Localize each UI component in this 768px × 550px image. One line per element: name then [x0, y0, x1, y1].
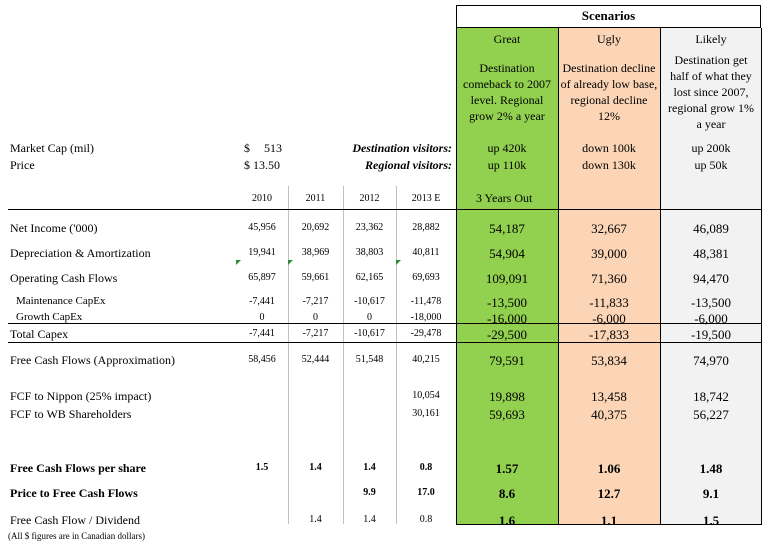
- scenario-cell: 54,904: [489, 246, 525, 261]
- scenario-cell: -19,500: [690, 327, 732, 342]
- likely-destination-visitors: up 200k: [691, 141, 731, 155]
- year-header-2010: 2010: [252, 193, 272, 204]
- scenario-cell: 1.6: [498, 513, 516, 528]
- scenario-cell: 48,381: [693, 246, 729, 261]
- historical-cell: 17.0: [417, 487, 435, 498]
- historical-cell: 10,054: [412, 390, 440, 401]
- historical-cell: 28,882: [412, 222, 440, 233]
- scenario-name-great: Great: [493, 32, 521, 46]
- historical-cell: -7,441: [249, 296, 275, 307]
- destination-visitors-label: Destination visitors:: [352, 141, 452, 155]
- historical-cell: 1.5: [255, 462, 269, 473]
- historical-cell: 1.4: [309, 514, 322, 525]
- cell-marker-icon: [396, 260, 401, 265]
- scenario-cell: 1.06: [597, 461, 621, 476]
- cell-marker-icon: [288, 260, 293, 265]
- scenario-cell: 46,089: [693, 221, 729, 236]
- historical-cell: 38,803: [355, 247, 384, 258]
- scenario-desc-great: Destination comeback to 2007 level. Regional grow 2% a year: [463, 61, 551, 123]
- scenario-cell: 56,227: [693, 407, 729, 422]
- historical-cell: 23,362: [355, 222, 384, 233]
- historical-cell: 20,692: [301, 222, 330, 233]
- scenario-cell: 1.5: [702, 513, 720, 528]
- row-label: FCF to WB Shareholders: [10, 407, 132, 421]
- scenario-cell: 9.1: [702, 486, 720, 501]
- price-value: $ 13.50: [244, 158, 280, 172]
- historical-cell: 1.4: [363, 514, 376, 525]
- historical-cell: 0: [313, 312, 318, 323]
- scenario-cell: 59,693: [489, 407, 525, 422]
- scenario-cell: 19,898: [489, 389, 525, 404]
- scenario-cell: 18,742: [693, 389, 729, 404]
- scenario-cell: 12.7: [597, 486, 621, 501]
- footnote: (All $ figures are in Canadian dollars): [8, 531, 145, 541]
- historical-cell: -10,617: [354, 328, 385, 339]
- great-regional-visitors: up 110k: [487, 158, 527, 172]
- historical-cell: 58,456: [248, 354, 276, 365]
- scenario-cell: -13,500: [690, 295, 732, 310]
- scenario-cell: -13,500: [486, 295, 528, 310]
- scenario-cell: 94,470: [693, 271, 729, 286]
- historical-cell: 51,548: [355, 354, 384, 365]
- scenario-cell: -16,000: [486, 311, 528, 326]
- cell-marker-icon: [236, 260, 241, 265]
- ugly-destination-visitors: down 100k: [582, 141, 636, 155]
- historical-cell: 38,969: [301, 247, 330, 258]
- regional-visitors-label: Regional visitors:: [364, 158, 452, 172]
- scenario-cell: 79,591: [489, 353, 525, 368]
- historical-cell: 45,956: [248, 222, 276, 233]
- scenario-cell: 71,360: [591, 271, 627, 286]
- historical-cell: 1.4: [363, 462, 376, 473]
- market-cap-label: Market Cap (mil): [10, 141, 94, 155]
- likely-regional-visitors: up 50k: [694, 158, 728, 172]
- historical-cell: 40,811: [412, 247, 440, 258]
- scenario-cell: 40,375: [591, 407, 627, 422]
- scenario-cell: 39,000: [591, 246, 627, 261]
- historical-cell: 1.4: [309, 462, 322, 473]
- row-label: Operating Cash Flows: [10, 271, 118, 285]
- market-cap-value: 513: [264, 141, 282, 155]
- scenario-cell: 8.6: [498, 486, 516, 501]
- row-label: Price to Free Cash Flows: [10, 486, 138, 500]
- scenario-desc-likely: Destination get half of what they lost since 2007, regional grow 1% a year: [668, 53, 754, 131]
- scenario-cell: -11,833: [589, 295, 629, 310]
- row-label: Free Cash Flow / Dividend: [10, 513, 140, 527]
- scenario-cell: -6,000: [592, 311, 626, 326]
- row-label: Free Cash Flows (Approximation): [10, 353, 175, 367]
- scenario-cell: 53,834: [591, 353, 627, 368]
- historical-cell: 19,941: [248, 247, 276, 258]
- row-label: Growth CapEx: [16, 311, 83, 323]
- historical-cell: -10,617: [354, 296, 385, 307]
- historical-cell: 0.8: [419, 514, 433, 525]
- historical-cell: 9.9: [363, 487, 376, 498]
- scenario-cell: 1.57: [495, 461, 519, 476]
- scenario-name-ugly: Ugly: [597, 32, 621, 46]
- year-header-2012: 2012: [359, 193, 380, 204]
- scenarios-header: Scenarios: [581, 8, 636, 23]
- row-label: Maintenance CapEx: [16, 295, 106, 307]
- scenario-cell: 13,458: [591, 389, 627, 404]
- historical-cell: 0: [259, 312, 265, 323]
- scenario-cell: 54,187: [489, 221, 525, 236]
- historical-cell: 52,444: [301, 354, 330, 365]
- scenario-cell: 74,970: [693, 353, 729, 368]
- scenario-cell: 109,091: [485, 271, 529, 286]
- historical-cell: -7,217: [302, 296, 329, 307]
- scenario-desc-ugly: Destination decline of already low base, regional decline 12%: [560, 61, 658, 123]
- historical-cell: 30,161: [412, 408, 440, 419]
- year-header-2013e: 2013 E: [411, 193, 441, 204]
- historical-cell: 0.8: [419, 462, 433, 473]
- historical-cell: 62,165: [355, 272, 384, 283]
- scenario-cell: 1.1: [600, 513, 618, 528]
- outlook-label: 3 Years Out: [476, 191, 533, 205]
- historical-cell: 40,215: [412, 354, 440, 365]
- historical-cell: 69,693: [412, 272, 440, 283]
- historical-cell: 65,897: [248, 272, 276, 283]
- scenario-cell: 1.48: [699, 461, 723, 476]
- scenario-cell: -6,000: [694, 311, 728, 326]
- ugly-regional-visitors: down 130k: [582, 158, 636, 172]
- historical-cell: -29,478: [410, 328, 442, 339]
- historical-cell: -18,000: [410, 312, 442, 323]
- scenario-name-likely: Likely: [695, 32, 727, 46]
- row-label: Free Cash Flows per share: [10, 461, 146, 475]
- row-label: Net Income ('000): [10, 221, 98, 235]
- historical-cell: -7,441: [249, 328, 275, 339]
- price-label: Price: [10, 158, 35, 172]
- market-cap-currency: $: [244, 141, 250, 155]
- historical-cell: -7,217: [302, 328, 329, 339]
- historical-cell: 59,661: [301, 272, 330, 283]
- row-label: FCF to Nippon (25% impact): [10, 389, 152, 403]
- great-destination-visitors: up 420k: [487, 141, 527, 155]
- scenario-cell: -29,500: [486, 327, 528, 342]
- row-label: Depreciation & Amortization: [10, 246, 151, 260]
- scenario-cell: 32,667: [591, 221, 627, 236]
- scenario-cell: -17,833: [588, 327, 630, 342]
- header-rule: [8, 209, 762, 210]
- historical-cell: 0: [367, 312, 372, 323]
- historical-cell: -11,478: [410, 296, 442, 307]
- year-header-2011: 2011: [305, 193, 326, 204]
- row-label: Total Capex: [10, 327, 69, 341]
